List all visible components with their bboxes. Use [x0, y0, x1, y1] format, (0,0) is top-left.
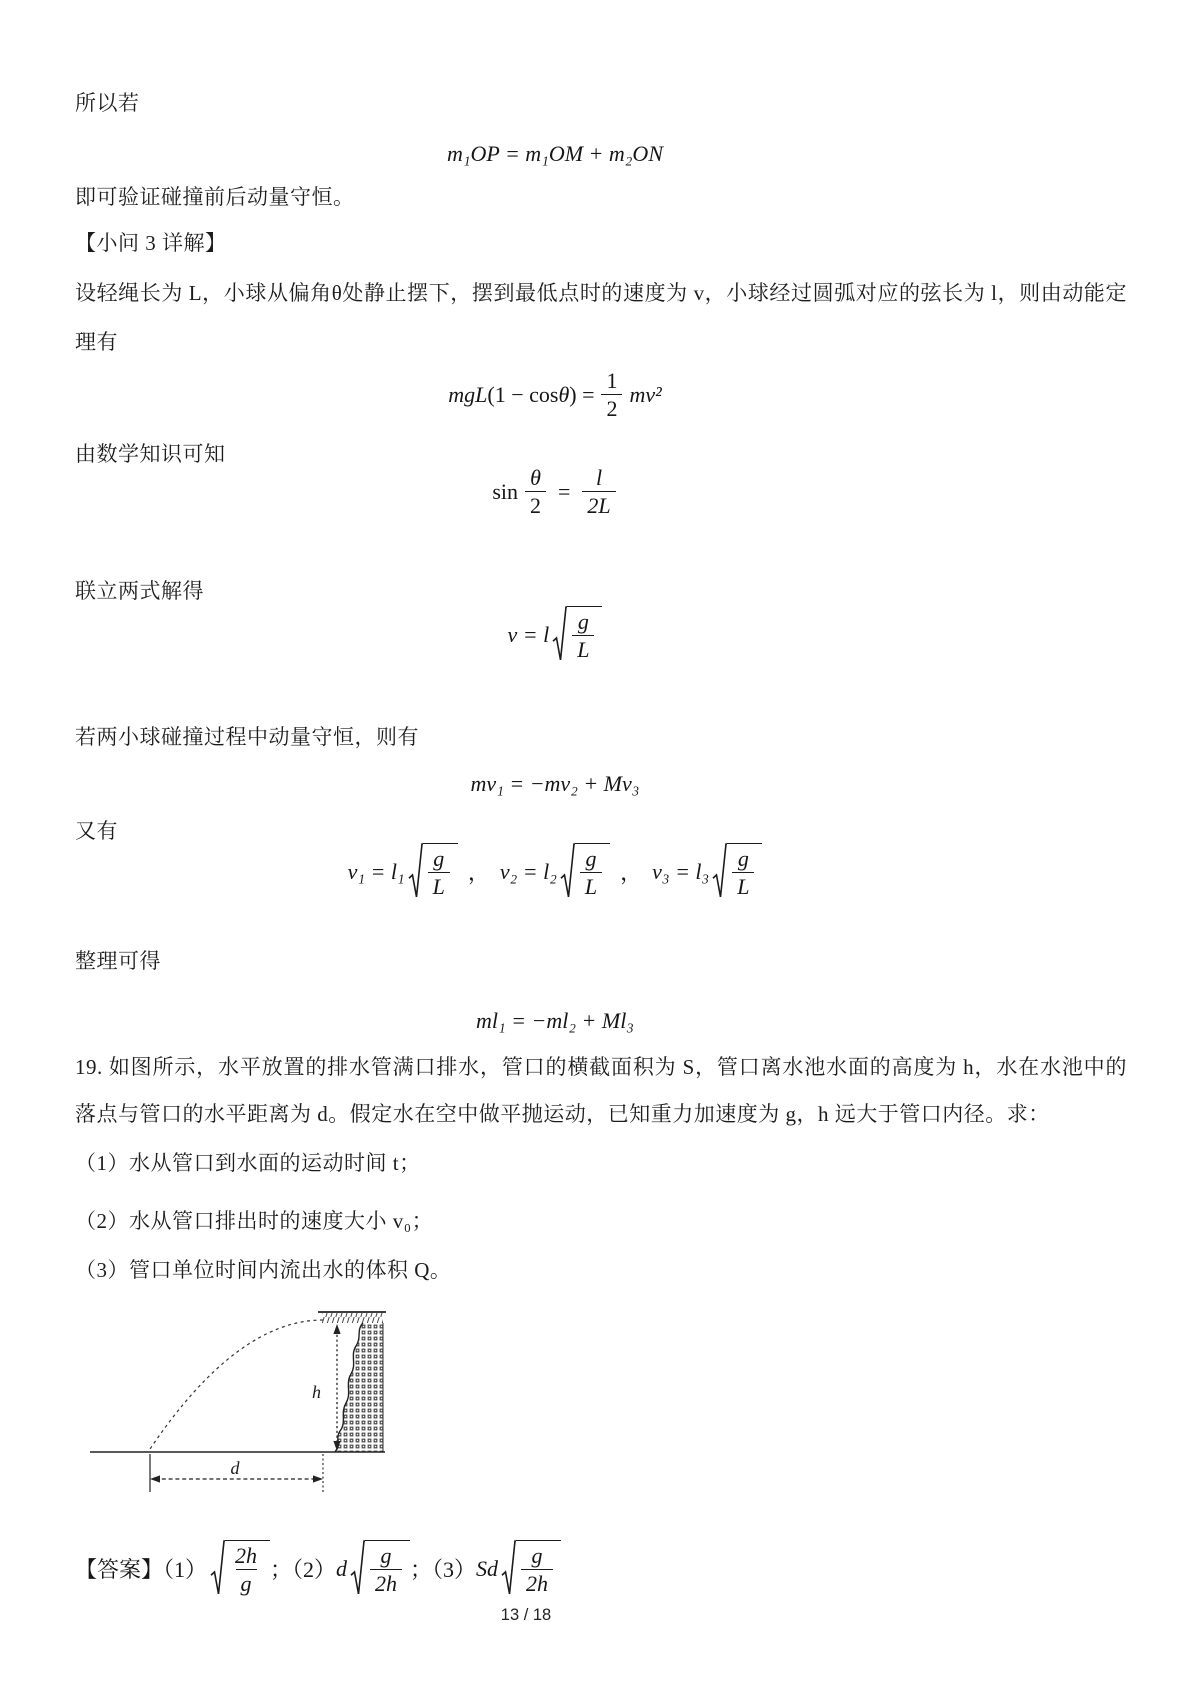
radical-sign — [408, 843, 423, 901]
section-heading: 【小问 3 详解】 — [75, 231, 227, 255]
wall-fill — [335, 1323, 383, 1452]
label-d: d — [230, 1458, 240, 1478]
formula-energy — [75, 368, 1035, 422]
water-trajectory — [150, 1320, 323, 1449]
formula-lhs-paren: (1 − cos — [487, 381, 559, 407]
radical-sign — [712, 843, 727, 901]
formula-momentum-check — [75, 141, 1035, 167]
answer-label: 【答案】（1） — [75, 1557, 208, 1583]
answer-separator-3: ；（3） — [410, 1557, 477, 1583]
sqrt-2h-over-g: $\frac{2h}{g}$ — [210, 1540, 270, 1598]
text-rearrange: 整理可得 — [75, 949, 161, 973]
question-19-item3: （3）管口单位时间内流出水的体积 Q。 — [75, 1258, 452, 1282]
text-also: 又有 — [75, 819, 118, 843]
radical-sign — [210, 1540, 225, 1598]
radical-sign — [350, 1540, 365, 1598]
text-math: 由数学知识可知 — [75, 442, 226, 466]
formula-sine — [75, 465, 1035, 519]
answer-separator-2: ；（2） — [270, 1557, 337, 1583]
pipe — [322, 1313, 383, 1323]
formula-v2: v₂ = l₂ — [499, 858, 557, 884]
formula-collision — [75, 771, 1035, 797]
formula-theta: θ — [558, 381, 570, 407]
question-19-item1: （1）水从管口到水面的运动时间 t； — [75, 1151, 421, 1175]
height-arrowhead-top — [333, 1324, 340, 1334]
formula-text: mv₁ = −mv₂ + Mv₃ — [470, 771, 640, 796]
text-so: 所以若 — [75, 91, 140, 115]
formula-result — [75, 1008, 1035, 1034]
sqrt-g-over-L: $\frac{g}{L}$ — [560, 843, 610, 901]
text-momentum: 若两小球碰撞过程中动量守恒，则有 — [75, 725, 419, 749]
radical-sign — [552, 606, 567, 664]
fraction-l-2L: $\frac{l}{2L}$ — [582, 465, 615, 519]
answer-var-d: d — [336, 1555, 348, 1581]
text-verify: 即可验证碰撞前后动量守恒。 — [75, 185, 355, 209]
figure-19 — [85, 1306, 397, 1504]
formula-rhs: mv² — [629, 381, 662, 407]
projectile-diagram — [85, 1306, 397, 1504]
answer-line — [75, 1540, 561, 1598]
comma-separator: ， — [467, 860, 490, 886]
equals-sign: = — [558, 478, 571, 504]
formula-lhs-vars: mgL — [448, 381, 488, 407]
formula-v1: v₁ = l₁ — [347, 858, 405, 884]
text-solve: 联立两式解得 — [75, 579, 204, 603]
formula-three-speeds — [75, 843, 1035, 901]
label-h: h — [312, 1382, 321, 1402]
paragraph-setup-line1: 设轻绳长为 L，小球从偏角θ处静止摆下，摆到最低点时的速度为 v，小球经过圆弧对应的弦长为 l，则由动能定 — [75, 281, 1127, 305]
sqrt-g-over-2h: $\frac{g}{2h}$ — [501, 1540, 561, 1598]
sqrt-g-over-L: $\frac{g}{L}$ — [712, 843, 762, 901]
distance-arrowhead-right — [313, 1475, 323, 1482]
fraction-one-half: $\frac{1}{2}$ — [601, 368, 622, 422]
question-19-item2: （2）水从管口排出时的速度大小 v₀； — [75, 1209, 434, 1233]
sqrt-g-over-L: $\frac{g}{L}$ — [408, 843, 458, 901]
page-number: 13 / 18 — [500, 1606, 552, 1624]
paragraph-setup-line2: 理有 — [75, 330, 118, 354]
sqrt-g-over-L — [552, 606, 602, 664]
sqrt-g-over-2h: $\frac{g}{2h}$ — [350, 1540, 410, 1598]
formula-lead: v = l — [507, 621, 550, 647]
formula-text: ml₁ = −ml₂ + Ml₃ — [476, 1008, 634, 1033]
answer-var-sd: Sd — [476, 1555, 499, 1581]
formula-v3: v₃ = l₃ — [652, 858, 710, 884]
formula-text: m₁OP = m₁OM + m₂ON — [446, 141, 663, 166]
distance-arrowhead-left — [150, 1475, 160, 1482]
formula-equals: ) = — [569, 381, 595, 407]
question-19-line2: 落点与管口的水平距离为 d。假定水在空中做平抛运动，已知重力加速度为 g，h 远大于管口内径。求： — [75, 1102, 1050, 1126]
radical-sign — [501, 1540, 516, 1598]
fraction-g-L: $\frac{g}{L}$ — [572, 609, 594, 663]
question-19-line1: 19. 如图所示，水平放置的排水管满口排水，管口的横截面积为 S，管口离水池水面的高度为 h，水在水池中的 — [75, 1055, 1127, 1079]
sin-function: sin — [492, 478, 518, 504]
comma-separator: ， — [620, 860, 643, 886]
formula-speed — [75, 606, 1035, 664]
fraction-theta-2: $\frac{\theta}{2}$ — [525, 465, 546, 519]
radical-sign — [560, 843, 575, 901]
